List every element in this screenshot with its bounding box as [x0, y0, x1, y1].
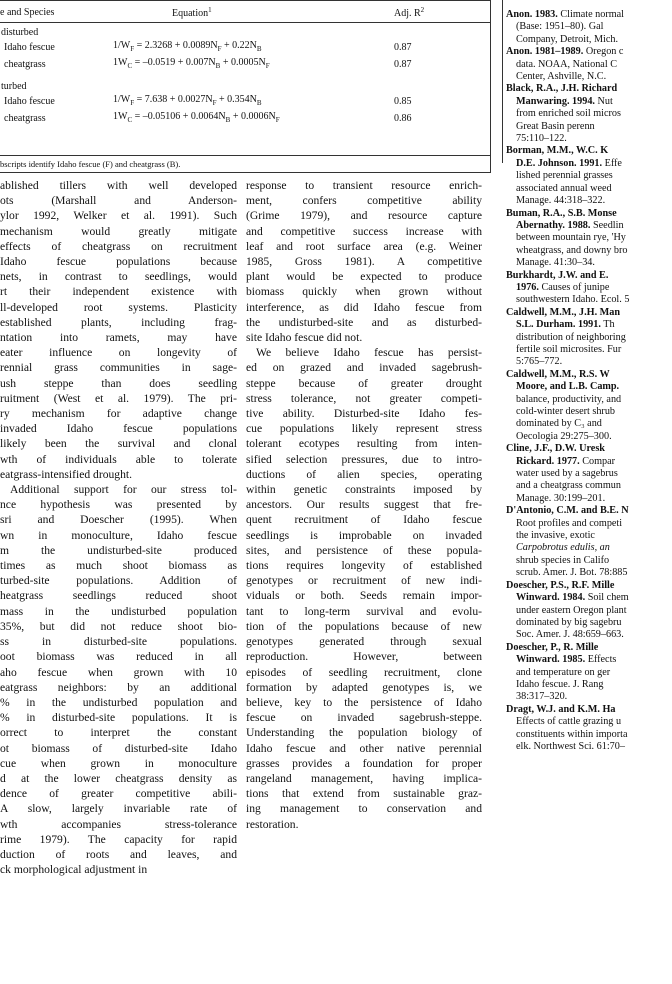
- species-cell: cheatgrass: [4, 59, 46, 71]
- text-line: % in disturbed-site populations. It is: [0, 711, 237, 725]
- reference-line: and a cheatgrass commun: [516, 480, 621, 492]
- reference-line: lished perennial grasses: [516, 170, 613, 182]
- r2-cell: 0.86: [394, 113, 412, 125]
- text-line: restoration.: [246, 817, 299, 831]
- reference-line: Center, Ashville, N.C.: [516, 71, 607, 83]
- text-line: sri and Doescher (1995). When: [0, 513, 237, 527]
- reference-line: Cline, J.F., D.W. Uresk: [506, 443, 605, 455]
- reference-line: balance, productivity, and: [516, 393, 622, 405]
- reference-line: southwestern Idaho. Ecol. 5: [516, 294, 630, 306]
- reference-line: cold-winter desert shrub: [516, 406, 616, 417]
- table-row: [0, 39, 490, 56]
- equation-cell: $1W_C = -0.05106 + 0.0064N_B + 0.0006N_F$: [113, 111, 280, 125]
- table-row: [0, 56, 490, 73]
- text-line: mass in the undisturbed population: [0, 604, 237, 618]
- reference-line: Company, Detroit, Mich.: [516, 33, 619, 45]
- text-line: oot biomass was reduced in all: [0, 650, 237, 664]
- text-line: wn in monoculture, Idaho fescue: [0, 528, 237, 542]
- text-line: ing management to conservation and: [246, 802, 482, 816]
- text-line: interference, as did Idaho fescue from: [246, 300, 482, 314]
- reference-line: Manage. 44:318–322.: [516, 195, 606, 207]
- text-line: sites, and persistence of these popula-: [246, 543, 482, 557]
- reference-line: Dragt, W.J. and K.M. Ha: [506, 703, 616, 715]
- text-line: sified selection pressures, due to intro-: [246, 452, 482, 466]
- text-line: ot biomass of disturbed-site Idaho: [0, 741, 237, 755]
- reference-line: D'Antonio, C.M. and B.E. N: [506, 505, 629, 517]
- reference-line: associated annual weed: [516, 182, 612, 194]
- reference-line: 5:765–772.: [516, 356, 563, 368]
- text-line: fescue on invaded sagebrush-steppe.: [246, 711, 482, 725]
- group-label: turbed: [1, 81, 27, 93]
- reference-line: Moore, and L.B. Camp.: [516, 381, 620, 393]
- text-line: ablished tillers with well developed: [0, 179, 237, 192]
- text-line: effects of cheatgrass on recruitment: [0, 239, 237, 253]
- text-line: plant would be expected to produce: [246, 270, 482, 284]
- text-line: turbed-site populations. Addition of: [0, 574, 237, 588]
- col-header-r2: Adj. $R^2$: [394, 6, 425, 20]
- text-line: genotypes or recruitment of new indi-: [246, 574, 482, 588]
- text-line: ment, confers competitive ability: [246, 194, 482, 208]
- col-header-species: e and Species: [0, 6, 55, 18]
- reference-line: Anon. 1983. Climate normal: [506, 9, 625, 20]
- reference-line: 75:110–122.: [516, 133, 567, 145]
- reference-line: data. NOAA, National C: [516, 58, 618, 70]
- r2-cell: 0.87: [394, 42, 412, 54]
- text-line: dence of greater competitive abili-: [0, 787, 237, 801]
- table-group-row: [0, 73, 490, 93]
- middle-column: [246, 178, 482, 832]
- text-line: the undisturbed-site and as disturbed-: [246, 315, 482, 329]
- text-line: response to transient resource enrich-: [246, 179, 482, 192]
- text-line: believe, key to the persistence of Idaho: [246, 695, 482, 709]
- equation-cell: $1/W_F = 7.638 + 0.0027N_F + 0.354N_B$: [113, 94, 262, 108]
- reference-line: constituents within importa: [516, 728, 628, 740]
- text-line: tolerant ecotypes resulting from inten-: [246, 437, 482, 451]
- reference-line: shrub species in Califo: [516, 554, 610, 566]
- text-line: ed on grazed and invaded sagebrush-: [246, 361, 482, 375]
- text-line: % in the undisturbed population and: [0, 695, 237, 709]
- text-line: times as much shoot biomass as: [0, 559, 237, 573]
- text-line: (Grime 1979), and resource capture: [246, 209, 482, 223]
- species-cell: cheatgrass: [4, 113, 46, 125]
- reference-line: dominated by big sagebru: [516, 616, 622, 628]
- reference-line: Buman, R.A., S.B. Monse: [506, 207, 617, 219]
- text-line: rangeland management, having implica-: [246, 771, 482, 785]
- text-line: We believe Idaho fescue has persist-: [256, 346, 482, 360]
- reference-line: 1976. Causes of junipe: [516, 281, 610, 293]
- equation-cell: $1/W_F = 2.3268 + 0.0089N_F + 0.22N_B$: [113, 40, 262, 54]
- text-line: rt their independent existence with: [0, 285, 237, 299]
- table-footnote: bscripts identify Idaho fescue (F) and cheatgrass (B).: [0, 155, 490, 169]
- text-line: duction of roots and leaves, and: [0, 847, 237, 861]
- text-line: leaf and root surface area (e.g. Weiner: [246, 239, 482, 253]
- text-line: heatgrass seedlings reduced shoot: [0, 589, 237, 603]
- text-line: tions requires longevity of established: [246, 559, 482, 573]
- text-line: Idaho fescue and other native perennial: [246, 741, 482, 755]
- text-line: seedlings is improbable on invaded: [246, 528, 482, 542]
- reference-line: Doescher, P., R. Mille: [506, 641, 599, 653]
- table-body: [0, 23, 490, 128]
- reference-line: fertile soil microsites. Fur: [516, 343, 622, 355]
- text-line: d at the lower cheatgrass density as: [0, 771, 237, 785]
- table-group-row: [0, 23, 490, 40]
- reference-line: Abernathy. 1988. Seedlin: [516, 219, 624, 231]
- text-line: within genetic constraints imposed by: [246, 483, 482, 497]
- reference-line: under eastern Oregon plant: [516, 604, 627, 616]
- text-line: cue populations likely represent stress: [246, 422, 482, 436]
- text-line: m the undisturbed-site produced: [0, 543, 237, 557]
- reference-line: Anon. 1981–1989. Oregon c: [506, 46, 624, 58]
- text-line: reproduction. However, between: [246, 650, 482, 664]
- text-line: ntation into ramets, may have: [0, 331, 237, 345]
- text-line: tive ability. Disturbed-site Idaho fes-: [246, 407, 482, 421]
- text-line: ots (Marshall and Anderson-: [0, 194, 237, 208]
- reference-line: D.E. Johnson. 1991. Effe: [516, 157, 622, 169]
- text-line: ck morphological adjustment in: [0, 863, 148, 877]
- reference-line: Idaho fescue. J. Rang: [516, 678, 604, 690]
- text-line: genotypes generated through sexual: [246, 635, 482, 649]
- text-line: wth of individuals able to tolerate: [0, 452, 237, 466]
- reference-line: and temperature on ger: [516, 666, 611, 678]
- reference-line: Caldwell, M.M., J.H. Man: [506, 306, 621, 318]
- text-line: orrect to interpret the constant: [0, 726, 237, 740]
- text-line: tant to long-term survival and evolu-: [246, 604, 482, 618]
- text-line: and competitive success increase with: [246, 224, 482, 238]
- text-line: wth accompanies stress-tolerance: [0, 817, 237, 831]
- table-row: [0, 93, 490, 110]
- equation-cell: $1W_C = -0.0519 + 0.007N_B + 0.0005N_F$: [113, 57, 270, 71]
- text-line: ductions of alien species, operating: [246, 467, 482, 481]
- reference-line: Great Basin perenn: [516, 120, 595, 132]
- regression-table: [0, 0, 491, 173]
- text-line: ylor 1992, Welker et al. 1991). Such: [0, 209, 237, 223]
- reference-line: Caldwell, M.M., R.S. W: [506, 368, 610, 380]
- reference-line: wheatgrass, and downy bro: [516, 244, 628, 256]
- reference-line: S.L. Durham. 1991. Th: [516, 319, 615, 331]
- reference-line: Rickard. 1977. Compar: [516, 455, 616, 467]
- group-label: disturbed: [1, 27, 39, 39]
- reference-line: dominated by C₃ and: [516, 418, 602, 430]
- text-line: quent recruitment of Idaho fescue: [246, 513, 482, 527]
- reference-line: Burkhardt, J.W. and E.: [506, 269, 609, 281]
- reference-line: Effects of cattle grazing u: [516, 716, 622, 728]
- species-cell: Idaho fescue: [4, 96, 55, 108]
- reference-line: Winward. 1984. Soil chem: [516, 592, 629, 604]
- text-line: ll-developed root systems. Plasticity: [0, 300, 237, 314]
- text-line: nets, in contrast to seedlings, would: [0, 270, 237, 284]
- text-line: Understanding the population biology of: [246, 726, 482, 740]
- reference-line: Manage. 30:199–201.: [516, 492, 606, 504]
- text-line: site Idaho fescue did not.: [246, 331, 363, 345]
- reference-line: Winward. 1985. Effects: [516, 654, 617, 666]
- text-line: steppe because of greater drought: [246, 376, 482, 390]
- text-line: formation by adapted genotypes is, we: [246, 680, 482, 694]
- text-line: likely been the survival and clonal: [0, 437, 237, 451]
- reference-line: Manage. 41:30–34.: [516, 257, 595, 269]
- reference-line: Soc. Amer. J. 48:659–663.: [516, 629, 624, 641]
- reference-line: scrub. Amer. J. Bot. 78:885: [516, 567, 628, 579]
- text-line: episodes of seedling recruitment, clone: [246, 665, 482, 679]
- reference-line: distribution of neighboring: [516, 331, 626, 343]
- column-divider: [502, 0, 503, 163]
- reference-line: elk. Northwest Sci. 61:70–: [516, 740, 625, 752]
- text-line: nce hypothesis was presented by: [0, 498, 237, 512]
- text-line: ry mechanism for adaptive change: [0, 407, 237, 421]
- text-line: aho fescue when grown with 10: [0, 665, 237, 679]
- text-line: eater influence on longevity of: [0, 346, 237, 360]
- text-line: cue when grown in monoculture: [0, 756, 237, 770]
- text-line: grasses provides a foundation for proper: [246, 756, 482, 770]
- text-line: tions that extend from sustainable graz-: [246, 787, 482, 801]
- reference-list: [506, 9, 672, 753]
- text-line: Additional support for our stress tol-: [10, 483, 237, 497]
- reference-line: Manwaring. 1994. Nut: [516, 95, 613, 107]
- reference-line: Doescher, P.S., R.F. Mille: [506, 579, 615, 591]
- text-line: ss in disturbed-site populations.: [0, 635, 237, 649]
- text-line: rennial grass communities in sage-: [0, 361, 237, 375]
- text-line: ush steppe than does seedling: [0, 376, 237, 390]
- text-line: stress tolerance, not greater competi-: [246, 391, 482, 405]
- reference-line: Borman, M.M., W.C. K: [506, 145, 609, 157]
- text-line: viduals or both. Seeds remain impor-: [246, 589, 482, 603]
- reference-line: between mountain rye, 'Hy: [516, 232, 626, 244]
- table-row: [0, 110, 490, 127]
- text-line: eatgrass-intensified drought.: [0, 467, 133, 481]
- text-line: 1985, Gross 1981). A competitive: [246, 255, 482, 269]
- reference-line: the invasive, exotic: [516, 530, 595, 542]
- r2-cell: 0.87: [394, 59, 412, 71]
- text-line: mechanism would greatly mitigate: [0, 224, 237, 238]
- text-line: biomass quickly when grown without: [246, 285, 482, 299]
- col-header-equation: Equation$^1$: [172, 6, 212, 20]
- text-line: established plants, including frag-: [0, 315, 237, 329]
- text-line: ruitment (West et al. 1979). The pri-: [0, 391, 237, 405]
- text-line: tion of the populations because of new: [246, 619, 482, 633]
- text-line: Idaho fescue populations because: [0, 255, 237, 269]
- left-column: [0, 178, 237, 877]
- text-line: invaded Idaho fescue populations: [0, 422, 237, 436]
- text-line: rime 1979). The capacity for rapid: [0, 832, 237, 846]
- reference-line: Carpobrotus edulis, an: [516, 542, 610, 554]
- text-line: eatgrass neighbors: by an additional: [0, 680, 237, 694]
- r2-cell: 0.85: [394, 96, 412, 108]
- reference-line: water used by a sagebrus: [516, 468, 618, 480]
- reference-line: Oecologia 29:275–300.: [516, 430, 612, 442]
- reference-line: Root profiles and competi: [516, 517, 623, 529]
- text-line: 35%, but did not reduce shoot bio-: [0, 619, 237, 633]
- reference-line: 38:317–320.: [516, 691, 568, 703]
- text-line: A slow, largely invariable rate of: [0, 802, 237, 816]
- species-cell: Idaho fescue: [4, 42, 55, 54]
- reference-line: Black, R.A., J.H. Richard: [506, 83, 618, 95]
- text-line: ancestors. Our results suggest that fre-: [246, 498, 482, 512]
- reference-line: from enriched soil micros: [516, 108, 621, 120]
- reference-line: (Base: 1951–80). Gal: [516, 21, 604, 33]
